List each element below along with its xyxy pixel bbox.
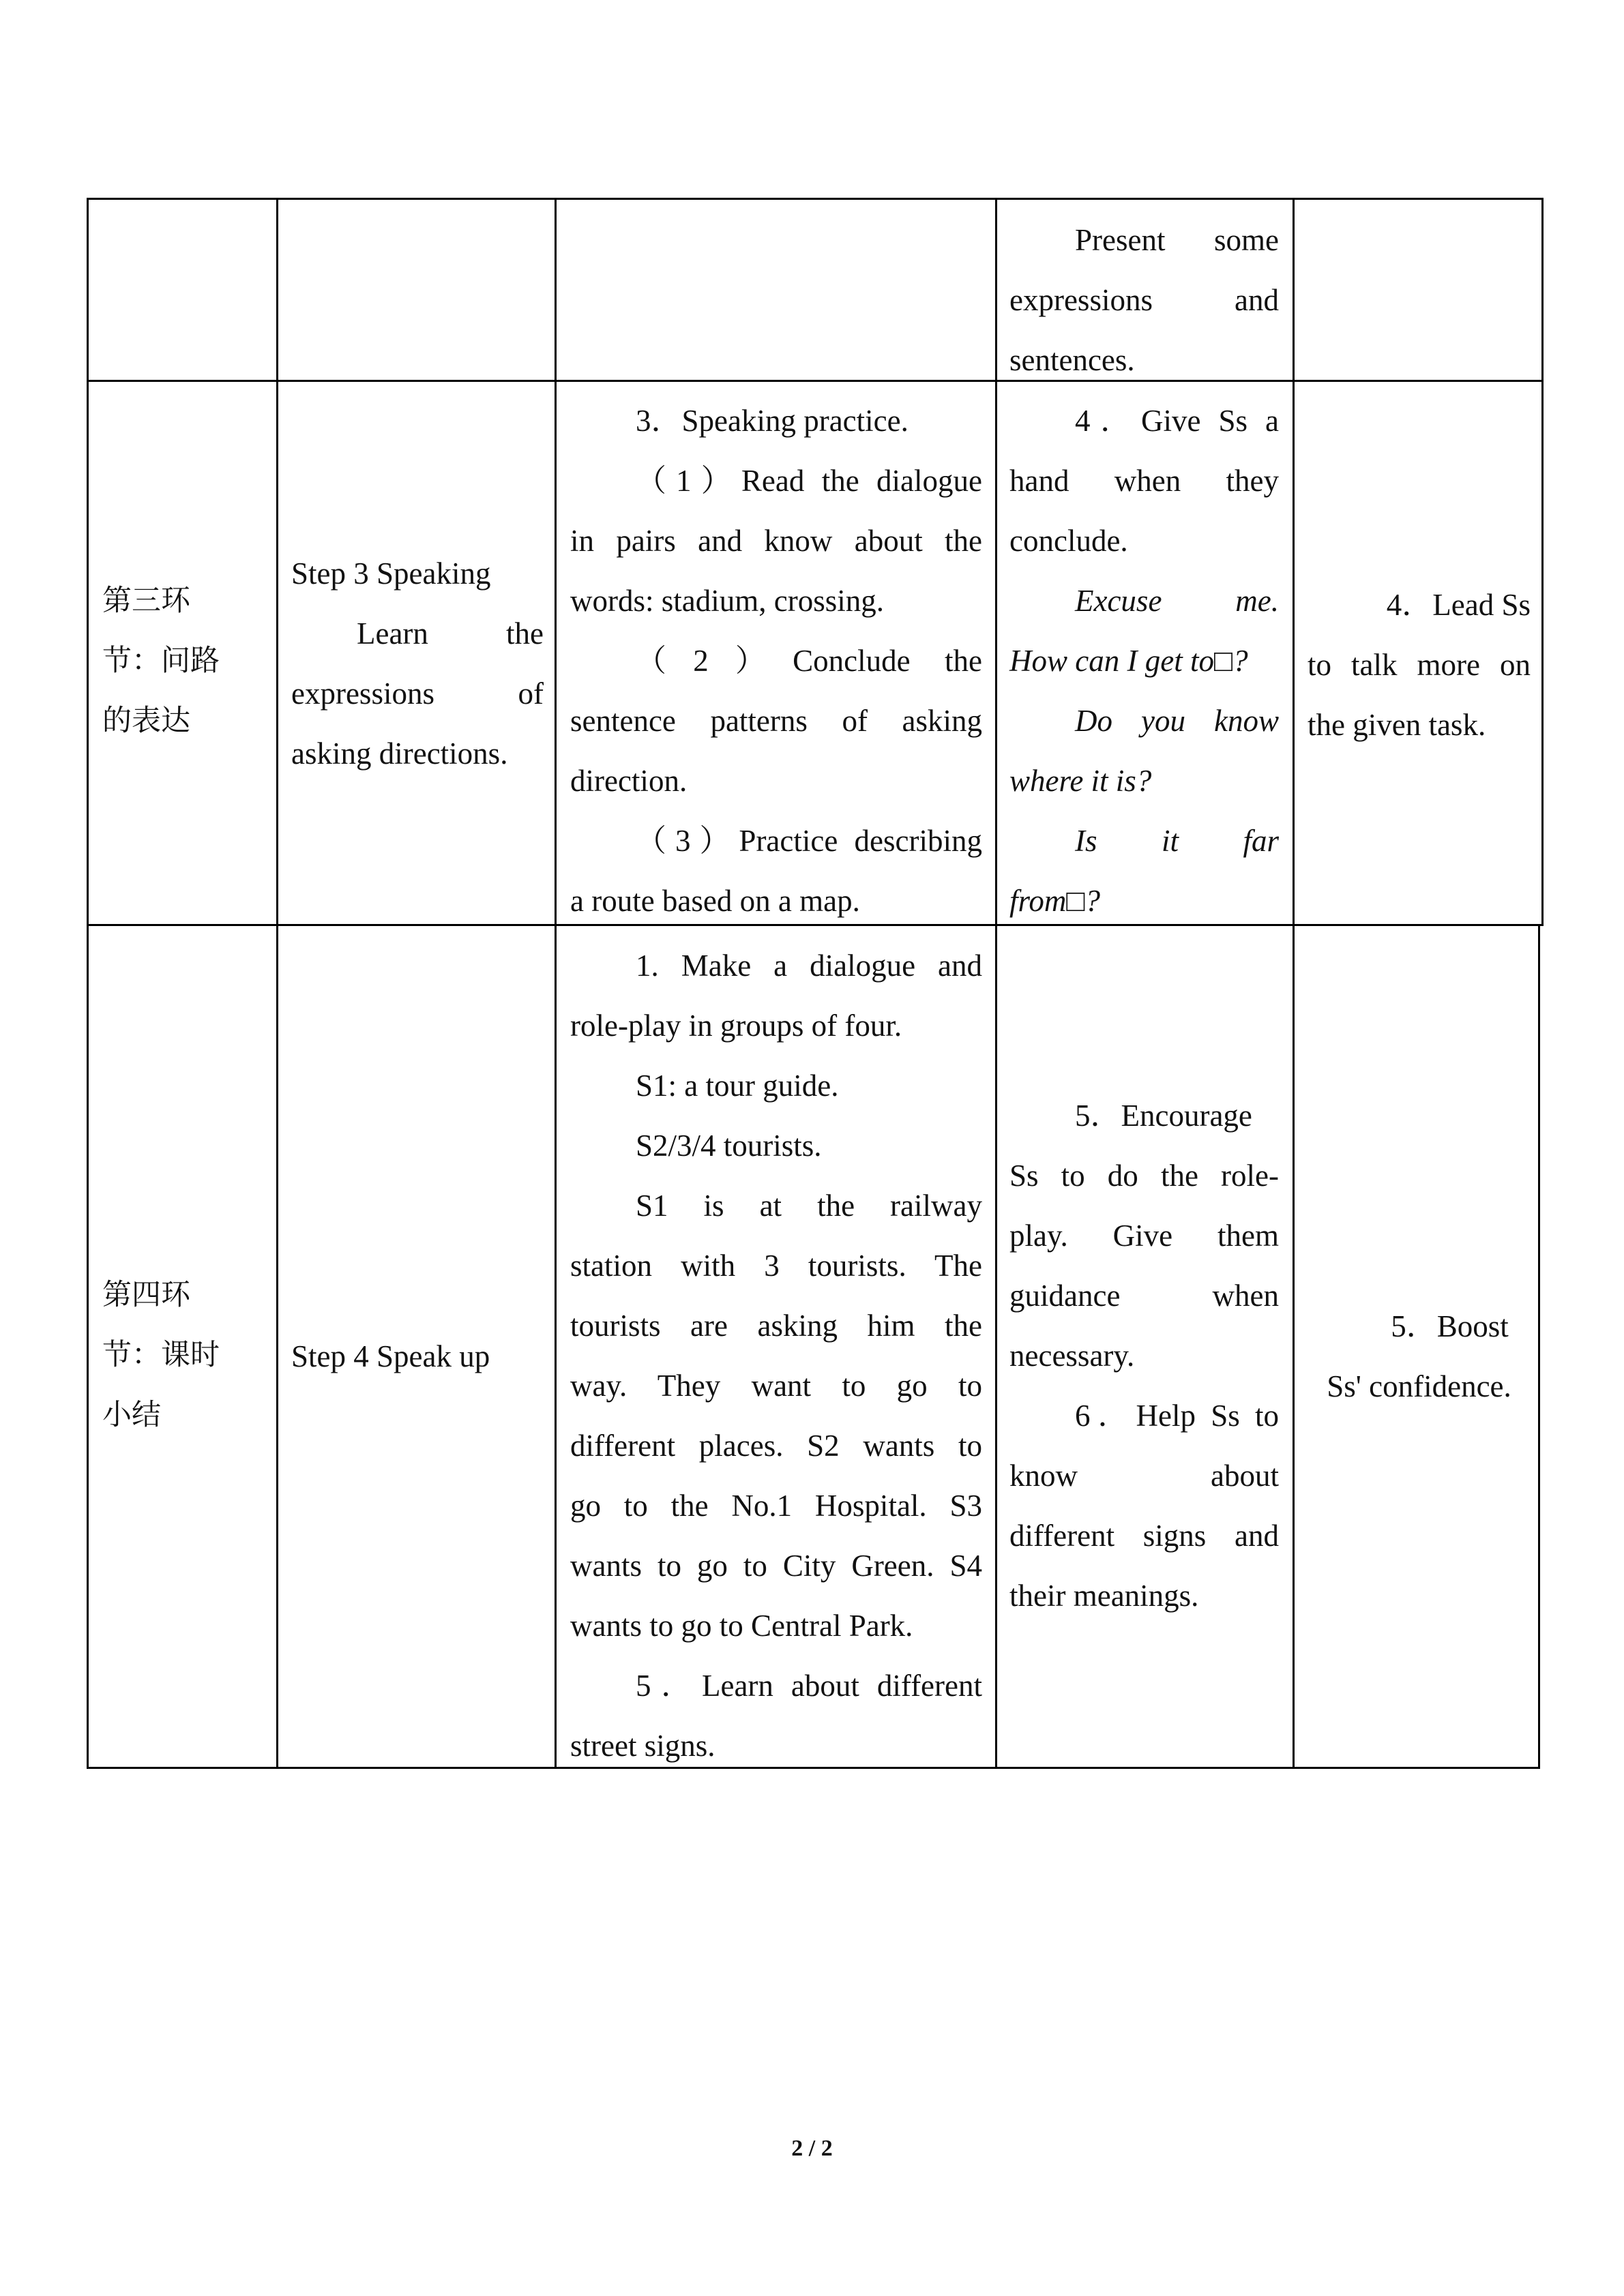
- row3-col4-line-1: 5．Encourage: [1075, 1099, 1252, 1133]
- row2-col3-line-2: （1）Read the dialogue: [636, 464, 982, 498]
- row3-col4-line-4: guidance when: [1009, 1279, 1279, 1313]
- row2-stage-cell: [102, 571, 266, 751]
- row2-col4-line-7: where it is?: [1009, 764, 1152, 798]
- row3-col4-line-5: necessary.: [1009, 1339, 1135, 1373]
- row2-col2-line-3: expressions of: [291, 676, 544, 711]
- table-col-divider-4: [1293, 198, 1295, 1769]
- row3-col3-line-11: wants to go to City Green. S4: [570, 1549, 982, 1583]
- row3-col4-line-3: play. Give them: [1009, 1219, 1279, 1253]
- row2-col1-line-1: 第三环: [102, 584, 190, 618]
- row2-col1-line-3: 的表达: [102, 704, 190, 738]
- table-col-divider-1: [276, 198, 278, 1769]
- row2-col3-line-4: words: stadium, crossing.: [570, 584, 884, 618]
- row3-student-activity-cell: [570, 936, 982, 1776]
- row3-col3-line-10: go to the No.1 Hospital. S3: [570, 1489, 982, 1523]
- row1-col4-line-1: Present some: [1075, 223, 1279, 257]
- row2-col4-line-3: conclude.: [1009, 524, 1128, 558]
- row3-col3-line-12: wants to go to Central Park.: [570, 1609, 913, 1643]
- row3-col4-line-6: 6．Help Ss to: [1075, 1399, 1279, 1433]
- row2-col4-line-1: 4．Give Ss a: [1075, 404, 1279, 438]
- row3-col5-line-2: Ss' confidence.: [1327, 1369, 1511, 1403]
- table-border-right-lower: [1538, 924, 1540, 1769]
- row2-design-intent-cell: [1308, 575, 1531, 755]
- table-border-right-upper: [1541, 198, 1544, 926]
- row3-col3-line-9: different places. S2 wants to: [570, 1429, 982, 1463]
- row2-col3-line-6: sentence patterns of asking: [570, 704, 982, 738]
- row3-col1-line-2: 节：课时: [102, 1338, 220, 1372]
- row2-col3-line-5: （2）Conclude the: [636, 644, 982, 678]
- table-border-top: [87, 198, 1544, 200]
- row2-col2-line-2: Learn the: [357, 616, 544, 651]
- row2-col2-line-1: Step 3 Speaking: [291, 556, 491, 591]
- row3-col2-line-1: Step 4 Speak up: [291, 1339, 490, 1373]
- row1-col4-line-3: sentences.: [1009, 343, 1135, 377]
- row3-col4-line-8: different signs and: [1009, 1519, 1279, 1553]
- table-col-divider-2: [555, 198, 557, 1769]
- row2-col4-line-9: from□?: [1009, 884, 1101, 918]
- row2-col3-line-1: 3．Speaking practice.: [636, 404, 909, 438]
- row2-col3-line-8: （3）Practice describing: [636, 824, 982, 858]
- row3-col1-line-3: 小结: [102, 1398, 161, 1432]
- row3-col4-line-9: their meanings.: [1009, 1579, 1199, 1613]
- row1-col4-line-2: expressions and: [1009, 283, 1279, 317]
- page-number: 2 / 2: [791, 2136, 833, 2161]
- row2-col4-line-5: How can I get to□?: [1009, 644, 1248, 678]
- row2-col4-line-8: Is it far: [1075, 824, 1279, 858]
- row2-teacher-activity-cell: [1009, 391, 1279, 931]
- row3-step-cell: [291, 1326, 544, 1386]
- row3-design-intent-cell: [1308, 1296, 1531, 1416]
- row3-col3-line-5: S1 is at the railway: [636, 1189, 982, 1223]
- row2-col5-line-1: 4．Lead Ss: [1386, 588, 1531, 622]
- row2-col4-line-4: Excuse me.: [1075, 584, 1279, 618]
- row2-col5-line-2: to talk more on: [1308, 648, 1531, 682]
- row2-col5-line-3: the given task.: [1308, 708, 1486, 742]
- row3-col3-line-1: 1. Make a dialogue and: [636, 949, 982, 983]
- table-row-divider-1: [87, 380, 1544, 382]
- row3-col5-line-1: 5．Boost: [1391, 1309, 1509, 1343]
- row2-student-activity-cell: [570, 391, 982, 931]
- row1-teacher-activity-cell: [1009, 210, 1279, 390]
- row2-col3-line-9: a route based on a map.: [570, 884, 860, 918]
- row2-col4-line-2: hand when they: [1009, 464, 1279, 498]
- row2-col1-line-2: 节：问路: [102, 644, 220, 678]
- table-col-divider-3: [995, 198, 997, 1769]
- row3-col1-line-1: 第四环: [102, 1278, 190, 1312]
- row3-teacher-activity-cell: [1009, 1086, 1279, 1626]
- row3-col3-line-6: station with 3 tourists. The: [570, 1249, 982, 1283]
- row2-col4-line-6: Do you know: [1075, 704, 1279, 738]
- row3-col3-line-2: role-play in groups of four.: [570, 1009, 902, 1043]
- row3-col4-line-2: Ss to do the role-: [1009, 1159, 1279, 1193]
- row3-col3-line-14: street signs.: [570, 1729, 715, 1763]
- row2-step-cell: [291, 543, 544, 784]
- row3-col3-line-4: S2/3/4 tourists.: [636, 1129, 822, 1163]
- row3-stage-cell: [102, 1265, 266, 1445]
- table-border-left: [87, 198, 89, 1769]
- row2-col3-line-3: in pairs and know about the: [570, 524, 982, 558]
- row2-col3-line-7: direction.: [570, 764, 688, 798]
- row3-col3-line-13: 5．Learn about different: [636, 1669, 982, 1703]
- row3-col4-line-7: know about: [1009, 1459, 1279, 1493]
- row3-col3-line-8: way. They want to go to: [570, 1369, 982, 1403]
- row3-col3-line-7: tourists are asking him the: [570, 1309, 982, 1343]
- row2-col2-line-4: asking directions.: [291, 736, 508, 771]
- row3-col3-line-3: S1: a tour guide.: [636, 1069, 839, 1103]
